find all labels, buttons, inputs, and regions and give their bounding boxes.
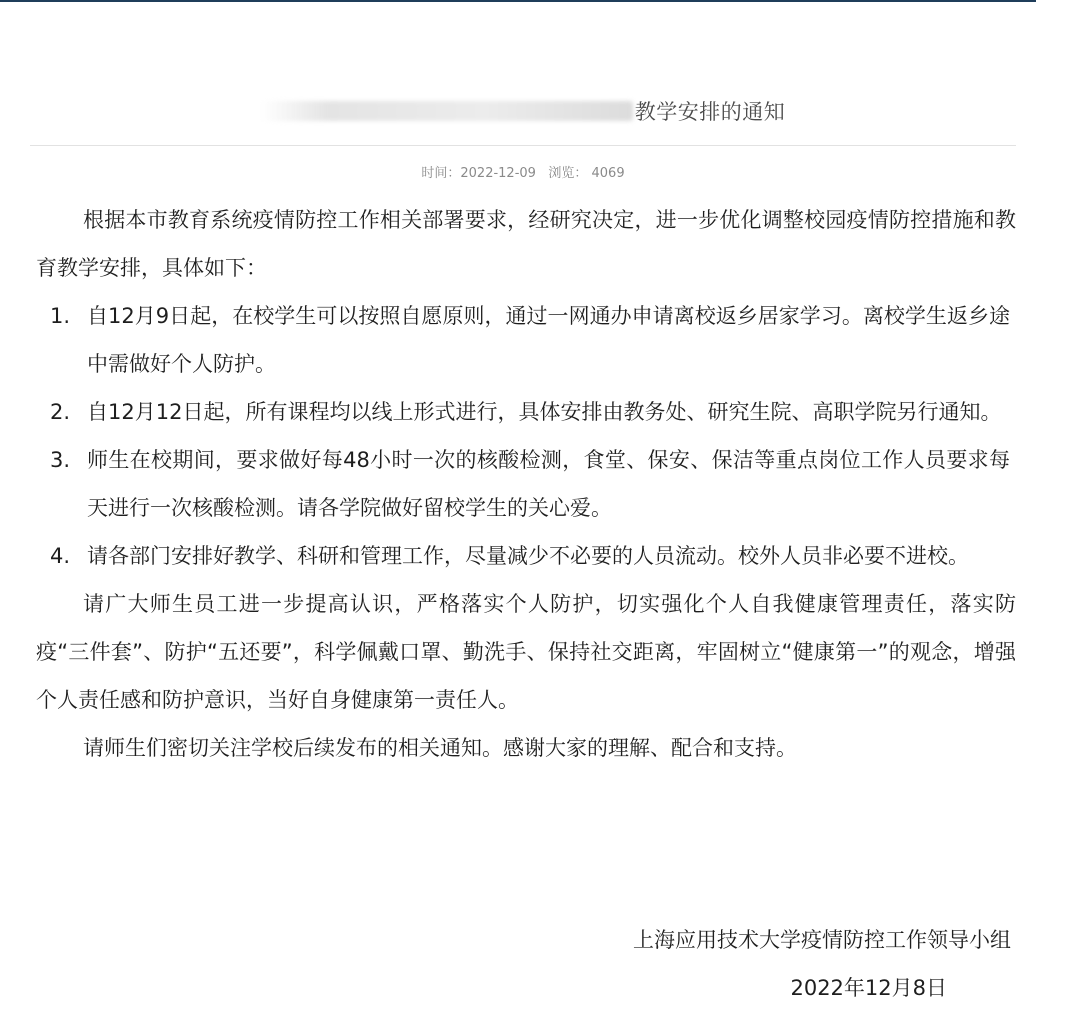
top-border [0,0,1036,2]
article-body [36,196,1016,772]
measures-list [36,292,1016,580]
list-item [36,436,1016,532]
list-item-text: 请各部门安排好教学、科研和管理工作，尽量减少不必要的人员流动。校外人员非必要不进校。 [87,544,969,568]
redacted-title-part [261,101,633,121]
list-item-number: 2. [50,400,71,424]
title-divider [30,145,1016,146]
list-item-text: 自12月9日起，在校学生可以按照自愿原则，通过一网通办申请离校返乡居家学习。离校学生返乡途中需做好个人防护。 [87,304,1010,376]
list-item [36,388,1016,436]
publish-time-value: 2022-12-09 [460,166,536,181]
list-item-number: 4. [50,544,71,568]
article-meta [30,162,1016,181]
list-item-number: 3. [50,448,71,472]
thanks-paragraph: 请师生们密切关注学校后续发布的相关通知。感谢大家的理解、配合和支持。 [83,736,797,760]
list-item-number: 1. [50,304,71,328]
article-title [30,96,1016,128]
publish-time-label: 时间： [421,166,461,181]
views-label: 浏览： [548,166,588,181]
closing-paragraph: 请广大师生员工进一步提高认识，严格落实个人防护，切实强化个人自我健康管理责任，落实防疫“三件套”、防护“五还要”，科学佩戴口罩、勤洗手、保持社交距离，牢固树立“健康第一”的观念，增强个人责任感和防护意识，当好自身健康第一责任人。 [36,592,1016,712]
list-item [36,532,1016,580]
article-title-text: 教学安排的通知 [634,100,786,124]
list-item [36,292,1016,388]
signature-date: 2022年12月8日 [790,976,947,1000]
signature-org: 上海应用技术大学疫情防控工作领导小组 [633,928,1011,952]
list-item-text: 师生在校期间，要求做好每48小时一次的核酸检测，食堂、保安、保洁等重点岗位工作人员要求每天进行一次核酸检测。请各学院做好留校学生的关心爱。 [87,448,1010,520]
signature-block [633,916,1011,1012]
list-item-text: 自12月12日起，所有课程均以线上形式进行，具体安排由教务处、研究生院、高职学院另行通知。 [87,400,1002,424]
views-count: 4069 [591,166,625,181]
intro-paragraph: 根据本市教育系统疫情防控工作相关部署要求，经研究决定，进一步优化调整校园疫情防控措施和教育教学安排，具体如下： [36,208,1016,280]
